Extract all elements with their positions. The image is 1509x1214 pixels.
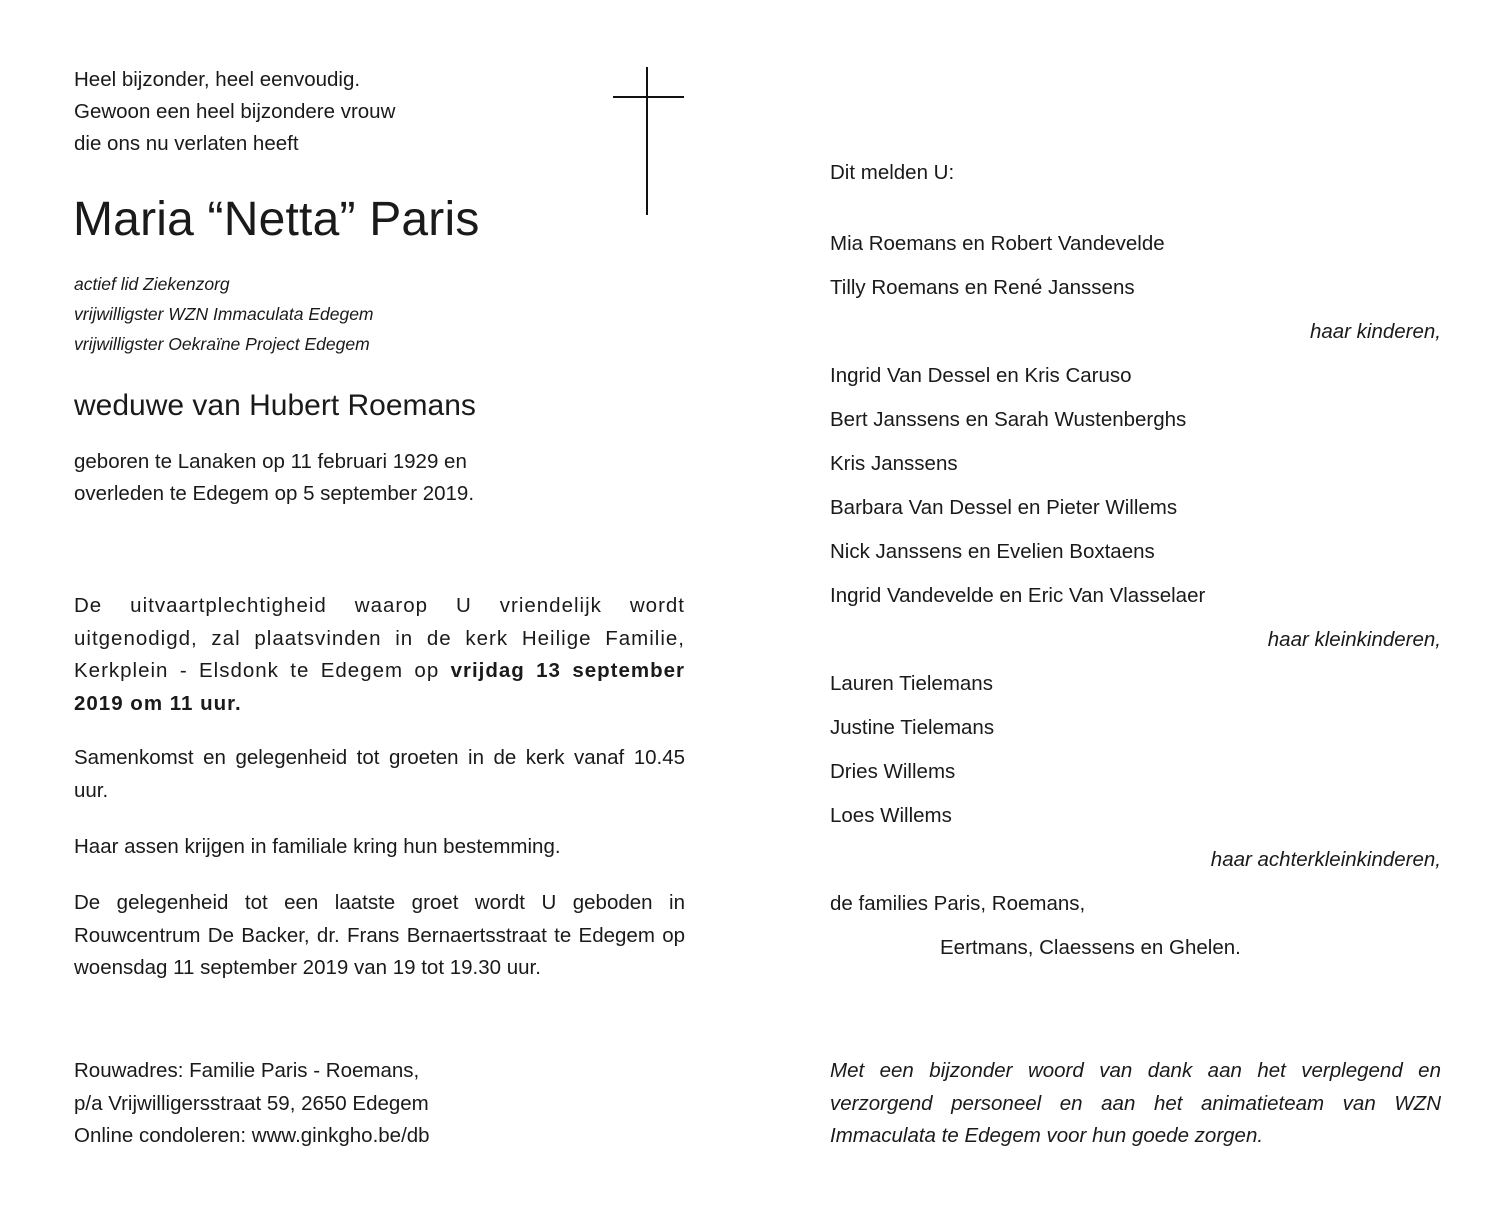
address-line: p/a Vrijwilligersstraat 59, 2650 Edegem xyxy=(74,1091,429,1115)
intro-line: die ons nu verlaten heeft xyxy=(74,132,299,155)
role-line: vrijwilligster Oekraïne Project Edegem xyxy=(74,334,370,354)
birth-line: geboren te Lanaken op 11 februari 1929 en xyxy=(74,450,467,473)
family-member: Loes Willems xyxy=(830,804,952,827)
roles-list xyxy=(74,269,374,359)
family-member: Barbara Van Dessel en Pieter Willems xyxy=(830,496,1178,519)
family-member: Mia Roemans en Robert Vandevelde xyxy=(830,232,1165,255)
thanks-paragraph: Met een bijzonder woord van dank aan het verplegend en verzorgend personeel en aan het animatieteam van WZN Immaculata te Edegem voor hun goede zorgen. xyxy=(830,1059,1441,1147)
ashes-paragraph: Haar assen krijgen in familiale kring hun bestemming. xyxy=(74,835,561,858)
gathering-paragraph: Samenkomst en gelegenheid tot groeten in de kerk vanaf 10.45 uur. xyxy=(74,746,685,802)
family-member: Ingrid Vandevelde en Eric Van Vlasselaer xyxy=(830,584,1206,607)
life-dates xyxy=(74,446,474,510)
mourning-address xyxy=(74,1055,430,1153)
family-member: Tilly Roemans en René Janssens xyxy=(830,276,1135,299)
family-member: Bert Janssens en Sarah Wustenberghs xyxy=(830,408,1187,431)
role-line: actief lid Ziekenzorg xyxy=(74,274,230,294)
death-line: overleden te Edegem op 5 september 2019. xyxy=(74,482,475,505)
deceased-name: Maria “Netta” Paris xyxy=(73,193,480,246)
family-member: Nick Janssens en Evelien Boxtaens xyxy=(830,540,1155,563)
intro-verse xyxy=(74,64,395,160)
family-member: Dries Willems xyxy=(830,760,956,783)
intro-line: Heel bijzonder, heel eenvoudig. xyxy=(74,68,361,91)
farewell-paragraph: De gelegenheid tot een laatste groet wordt U geboden in Rouwcentrum De Backer, dr. Frans Bernaertsstraat te Edegem op woensdag 11 september 2019 van 19 tot 19.30 uur. xyxy=(74,891,685,979)
announcement: Dit melden U: xyxy=(830,161,955,184)
ceremony-text: De uitvaartplechtigheid waarop U vriendelijk wordt uitgenodigd, zal plaatsvinden in de kerk Heilige Familie, Kerkplein - Elsdonk te Edegem op xyxy=(74,594,685,682)
relation-label: haar kleinkinderen, xyxy=(1267,628,1441,651)
intro-line: Gewoon een heel bijzondere vrouw xyxy=(74,100,396,123)
families-line: Eertmans, Claessens en Ghelen. xyxy=(940,936,1241,959)
address-line: Online condoleren: www.ginkgho.be/db xyxy=(74,1124,430,1147)
role-line: vrijwilligster WZN Immaculata Edegem xyxy=(74,304,374,324)
widow-of: weduwe van Hubert Roemans xyxy=(74,389,476,422)
families-line: de families Paris, Roemans, xyxy=(830,892,1086,915)
relation-label: haar kinderen, xyxy=(1309,320,1441,343)
cross-icon-bar xyxy=(613,96,684,98)
family-member: Kris Janssens xyxy=(830,452,958,475)
family-member: Ingrid Van Dessel en Kris Caruso xyxy=(830,364,1132,387)
family-list xyxy=(830,228,1441,976)
address-line: Rouwadres: Familie Paris - Roemans, xyxy=(74,1059,420,1082)
family-member: Lauren Tielemans xyxy=(830,672,993,695)
relation-label: haar achterkleinkinderen, xyxy=(1210,848,1441,871)
ceremony-paragraph xyxy=(74,590,685,720)
family-member: Justine Tielemans xyxy=(830,716,995,739)
cross-icon xyxy=(646,67,648,215)
ceremony-date: vrijdag 13 september 2019 om 11 uur. xyxy=(74,659,685,715)
